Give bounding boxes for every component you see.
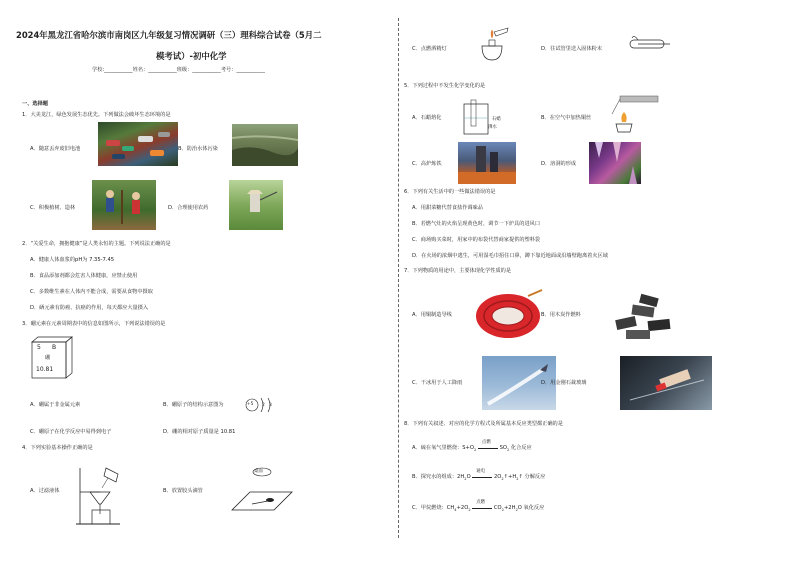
periodic-cell-frame [26,336,76,382]
q6-option-d: D．在火场的浓烟中逃生，可用湿毛巾捂住口鼻，蹲下靠近地面或沿墙壁跑离着火区域 [412,253,608,259]
q3-option-c: C．硼原子在化学反应中易得到电子 [30,429,112,435]
q5-stem: 5．下列过程中不发生化学变化的是 [404,83,486,89]
q1-c-tree-planting-photo [92,180,156,230]
q5-c-blast-furnace-photo [458,142,516,184]
q8-c-type: 氧化反应 [523,505,545,511]
q7-option-c: C．干冰用于人工降雨 [412,380,463,386]
q4-option-d: D．往试管里送入固体粉末 [541,46,603,52]
atom-shell1-label: 2 [262,403,265,408]
q1-option-a: A．随意丢弃废旧电池 [30,146,81,152]
q8-a-arrow [478,440,498,449]
farmer-spraying-icon [229,180,283,230]
q6-stem: 6．下列有关生活中的一些做法错误的是 [404,189,496,195]
q5-a-label-paraffin: 石蜡 [492,117,501,122]
copper-wire-coil-icon [472,288,546,344]
q8-c-arrow [472,500,492,509]
q1-option-d: D．合理使用农药 [168,205,209,211]
cell-name: 硼 [45,355,51,361]
q8-option-b: B．探究水的组成：$2H_2O$ 通电 $2O_2↑+H_2↑$ 分解反应 [412,469,546,482]
exam-title-line1: 2024年黑龙江省哈尔滨市南岗区九年级复习情况调研（三）理科综合试卷（5月二 [16,30,322,40]
table-label: 桌面 [254,469,263,474]
q8-c-condition: 点燃 [476,500,486,505]
q3-option-a: A．硼属于非金属元素 [30,402,81,408]
q1-option-b: B．防治水体污染 [178,146,218,152]
q1-stem: 1．大美龙江，绿色发展生态优先。下列做法会破坏生态环境的是 [22,112,171,118]
q2-option-a: A．健康人体血浆的pH为 7.35-7.45 [30,257,115,263]
q8-b-product: 2O [493,474,502,480]
q6-option-c: C．商场购买菜时，用家中的布袋代替商家提供的塑料袋 [412,237,541,243]
q6-option-a: A．用甜菜糖代替食盐作调味品 [412,205,483,211]
q4-option-c: C．点燃酒精灯 [412,46,447,52]
atom-nucleus-label: +5 [247,402,254,407]
q7-stem: 7．下列物质的用途中，主要体现化学性质的是 [404,268,512,274]
boron-atom-diagram [244,395,280,415]
q4-option-b: B．放置胶头滴管 [163,488,203,494]
q2-option-d: D．硒元素有防癌、抗癌的作用，每天都应大量摄入 [30,305,149,311]
q1-option-c: C．积极植树、造林 [30,205,76,211]
q4-stem: 4．下列实验基本操作正确的是 [22,445,93,451]
periodic-table-cell [26,336,76,382]
q8-stem: 8．下列有关叙述、对应的化学方程式及所属基本反应类型都正确的是 [404,421,563,427]
q8-a-text: A．硫在氧气里燃烧：S+O [412,445,474,451]
column-divider [398,18,399,538]
q2-option-b: B．食品添加剂都会危害人体健康，应禁止使用 [30,273,138,279]
q8-a-product: SO [499,445,507,451]
q8-c-text: C．甲烷燃烧：CH [412,505,455,511]
student-info-line: 学校:___________姓名：___________班级：___________考号：___________ [92,67,265,73]
cave-stalactite-icon [589,142,641,184]
battery-pile-icon [98,122,178,166]
q8-a-condition: 点燃 [481,440,491,445]
q1-a-battery-photo [98,122,178,166]
q2-stem: 2．“关爱生命，拥抱健康”是人类永恒的主题。下列说法正确的是 [22,241,171,247]
q5-option-d: D．溶洞的形成 [541,161,577,167]
cell-symbol: B [52,344,57,351]
test-tube-powder-icon [624,34,674,54]
atom-shell2-label: 3 [269,403,272,408]
q8-a-type: 化合反应 [510,445,532,451]
q5-d-cave-photo [589,142,641,184]
alcohol-lamp-lighting-icon [474,26,510,62]
q8-c-product: CO [493,505,502,511]
q4-option-a: A．过滤液体 [30,488,60,494]
q5-option-a: A．石蜡熔化 [412,115,442,121]
q8-b-condition: 通电 [476,469,486,474]
q7-d-glass-cutting-photo [620,356,712,410]
q3-option-b: B．硼原子的结构示意图为 [163,402,224,408]
heating-copper-wire-icon [602,94,660,134]
q5-option-b: B．在空气中加热铜丝 [541,115,592,121]
dropper-on-table-icon [226,466,296,514]
q6-option-b: B．若燃气灶的火焰呈现黄色时，调节一下炉具的进风口 [412,221,541,227]
water-pollution-icon [232,124,298,166]
charcoal-briquettes-icon [610,288,676,344]
q8-option-c: C．甲烷燃烧：$CH_4+2O_2$ 点燃 $CO_2+2H_2O$ 氧化反应 [412,500,545,513]
q8-b-arrow [472,469,492,478]
diamond-cutter-icon [620,356,712,410]
q8-option-a: A．硫在氧气里燃烧：$S+O_2$ 点燃 $SO_2$ 化合反应 [412,440,532,453]
tree-planting-icon [92,180,156,230]
paraffin-melting-beaker-icon [458,96,492,136]
q8-b-text: B．探究水的组成：2H [412,474,465,480]
filtration-apparatus-icon [70,458,126,528]
q3-stem: 3．硼元素在元素周期表中的信息如图所示，下列说法错误的是 [22,321,166,327]
q1-d-pesticide-photo [229,180,283,230]
exam-title-line2: 模考试）-初中化学 [156,51,227,61]
q7-option-b: B．用木炭作燃料 [541,312,581,318]
q5-a-label-water: 沸水 [488,125,497,130]
q1-b-polluted-water-photo [232,124,298,166]
q8-b-type: 分解反应 [524,474,546,480]
q7-option-d: D．用金刚石裁玻璃 [541,380,587,386]
section-heading: 一、选择题 [22,101,48,107]
q3-option-d: D．硼的相对原子质量是 10.81 [163,429,236,435]
cell-atomic-mass: 10.81 [36,366,54,373]
cell-atomic-number: 5 [37,344,41,351]
blast-furnace-icon [458,142,516,184]
q7-option-a: A．用铜制造导线 [412,312,452,318]
q5-option-c: C．高炉炼铁 [412,161,442,167]
q2-option-c: C．多数维生素在人体内不能合成，需要从食物中摄取 [30,289,153,295]
